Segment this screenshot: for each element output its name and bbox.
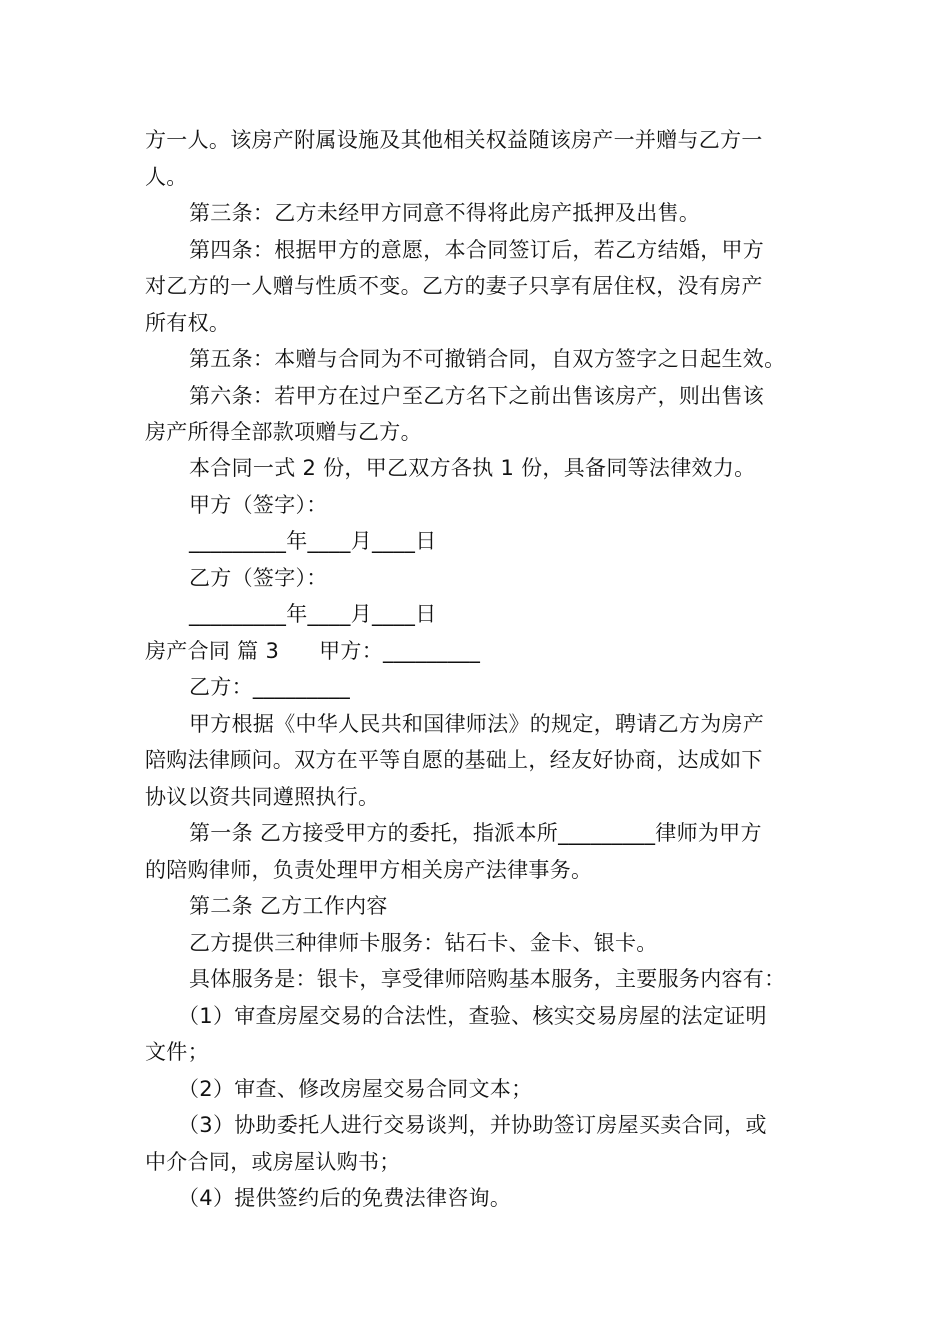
- copies-clause: 本合同一式 2 份，甲乙双方各执 1 份，具备同等法律效力。: [189, 456, 756, 480]
- service-item-3: （3）协助委托人进行交易谈判，并协助签订房屋买卖合同，或: [178, 1113, 767, 1137]
- article-three: 第三条：乙方未经甲方同意不得将此房产抵押及出售。: [189, 201, 701, 225]
- paragraph-line: 对乙方的一人赠与性质不变。乙方的妻子只享有居住权，没有房产: [145, 274, 763, 298]
- paragraph-line: 文件；: [145, 1040, 209, 1064]
- preamble-line: 甲方根据《中华人民共和国律师法》的规定，聘请乙方为房产: [189, 712, 765, 736]
- service-item-1: （1）审查房屋交易的合法性，查验、核实交易房屋的法定证明: [178, 1004, 767, 1028]
- section-heading-row: [145, 636, 815, 666]
- party-a-date-line: _________年____月____日: [189, 529, 437, 553]
- paragraph-line: 陪购法律顾问。双方在平等自愿的基础上，经友好协商，达成如下: [145, 748, 763, 772]
- paragraph-line: 房产所得全部款项赠与乙方。: [145, 420, 422, 444]
- party-b-signature-label: 乙方（签字）：: [189, 566, 328, 590]
- article-four: 第四条：根据甲方的意愿，本合同签订后，若乙方结婚，甲方: [189, 238, 765, 262]
- article-one: 第一条 乙方接受甲方的委托，指派本所_________律师为甲方: [189, 821, 762, 845]
- service-item-2: （2）审查、修改房屋交易合同文本；: [178, 1077, 533, 1101]
- service-item-4: （4）提供签约后的免费法律咨询。: [178, 1186, 512, 1210]
- section-party-a: 甲方：_________: [319, 639, 481, 663]
- paragraph-line: 中介合同，或房屋认购书；: [145, 1150, 401, 1174]
- paragraph-line: 的陪购律师，负责处理甲方相关房产法律事务。: [145, 858, 593, 882]
- party-a-signature-label: 甲方（签字）：: [189, 493, 328, 517]
- section-party-b: 乙方：_________: [189, 675, 351, 699]
- service-cards-line: 乙方提供三种律师卡服务：钻石卡、金卡、银卡。: [189, 931, 658, 955]
- article-two-heading: 第二条 乙方工作内容: [189, 894, 388, 918]
- paragraph-line: 方一人。该房产附属设施及其他相关权益随该房产一并赠与乙方一: [145, 128, 763, 152]
- article-six: 第六条：若甲方在过户至乙方名下之前出售该房产，则出售该: [189, 384, 765, 408]
- paragraph-line: 协议以资共同遵照执行。: [145, 785, 380, 809]
- section-heading: 房产合同 篇 3: [145, 639, 280, 663]
- article-five: 第五条：本赠与合同为不可撤销合同，自双方签字之日起生效。: [189, 347, 786, 371]
- paragraph-line: 所有权。: [145, 311, 231, 335]
- paragraph-line: 人。: [145, 165, 188, 189]
- service-details-line: 具体服务是：银卡，享受律师陪购基本服务，主要服务内容有：: [189, 967, 786, 991]
- party-b-date-line: _________年____月____日: [189, 602, 437, 626]
